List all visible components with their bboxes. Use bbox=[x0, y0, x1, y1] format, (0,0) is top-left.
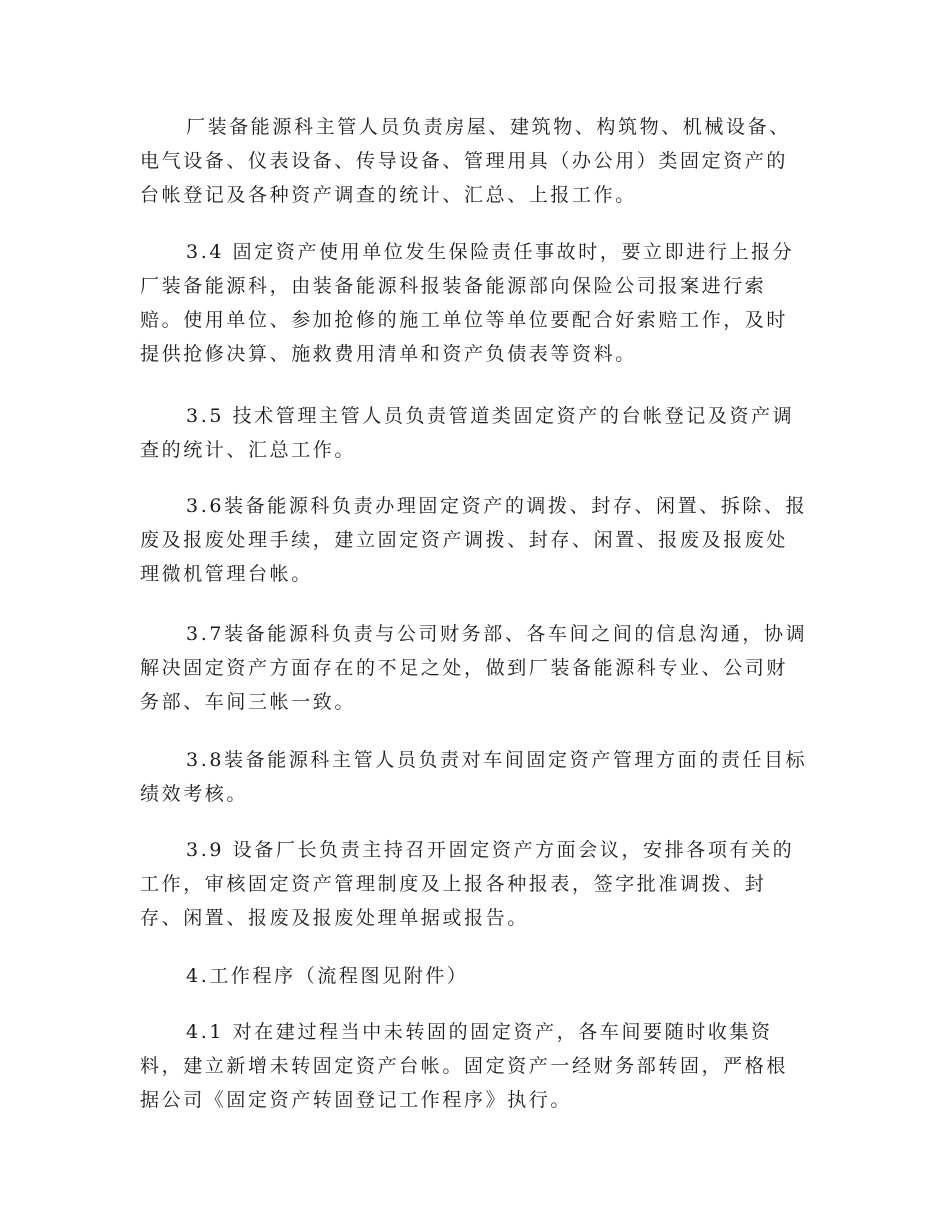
paragraph-asset-ledger-duties bbox=[140, 110, 820, 212]
text-line: 4.1 对在建过程当中未转固的固定资产，各车间要随时收集资 bbox=[186, 1021, 773, 1043]
text-line: 工作，审核固定资产管理制度及上报各种报表，签字批准调拨、封 bbox=[140, 873, 767, 895]
text-line: 据公司《固定资产转固登记工作程序》执行。 bbox=[140, 1089, 573, 1111]
text-line: 3.8装备能源科主管人员负责对车间固定资产管理方面的责任目标 bbox=[186, 749, 808, 771]
text-line: 厂装备能源科主管人员负责房屋、建筑物、构筑物、机械设备、 bbox=[186, 116, 791, 138]
text-line: 3.7装备能源科负责与公司财务部、各车间之间的信息沟通，协调 bbox=[186, 623, 808, 645]
text-line: 赔。使用单位、参加抢修的施工单位等单位要配合好索赔工作，及时 bbox=[140, 309, 789, 331]
paragraph-3-6 bbox=[140, 489, 820, 591]
text-line: 查的统计、汇总工作。 bbox=[140, 439, 357, 461]
text-line: 电气设备、仪表设备、传导设备、管理用具（办公用）类固定资产的 bbox=[140, 150, 789, 172]
text-line: 废及报废处理手续，建立固定资产调拨、封存、闲置、报废及报废处 bbox=[140, 529, 789, 551]
text-line: 台帐登记及各种资产调查的统计、汇总、上报工作。 bbox=[140, 184, 637, 206]
section-heading: 4.工作程序（流程图见附件） bbox=[186, 965, 469, 987]
text-line: 3.5 技术管理主管人员负责管道类固定资产的台帐登记及资产调 bbox=[186, 405, 795, 427]
text-line: 提供抢修决算、施救费用清单和资产负债表等资料。 bbox=[140, 343, 637, 365]
paragraph-3-9 bbox=[140, 833, 820, 935]
text-line: 3.6装备能源科负责办理固定资产的调拨、封存、闲置、拆除、报 bbox=[186, 495, 808, 517]
text-line: 厂装备能源科，由装备能源科报装备能源部向保险公司报案进行索 bbox=[140, 275, 767, 297]
paragraph-3-8 bbox=[140, 743, 820, 811]
text-line: 解决固定资产方面存在的不足之处，做到厂装备能源科专业、公司财 bbox=[140, 657, 789, 679]
text-line: 绩效考核。 bbox=[140, 783, 249, 805]
section-heading-work-procedure bbox=[140, 959, 820, 993]
paragraph-4-1 bbox=[140, 1015, 820, 1117]
text-line: 3.9 设备厂长负责主持召开固定资产方面会议，安排各项有关的 bbox=[186, 839, 795, 861]
text-line: 理微机管理台帐。 bbox=[140, 563, 313, 585]
text-line: 务部、车间三帐一致。 bbox=[140, 691, 357, 713]
text-line: 3.4 固定资产使用单位发生保险责任事故时，要立即进行上报分 bbox=[186, 241, 795, 263]
paragraph-3-7 bbox=[140, 617, 820, 719]
text-line: 料，建立新增未转固定资产台帐。固定资产一经财务部转固，严格根 bbox=[140, 1055, 789, 1077]
paragraph-3-4 bbox=[140, 235, 820, 371]
text-line: 存、闲置、报废及报废处理单据或报告。 bbox=[140, 907, 529, 929]
paragraph-3-5 bbox=[140, 399, 820, 467]
